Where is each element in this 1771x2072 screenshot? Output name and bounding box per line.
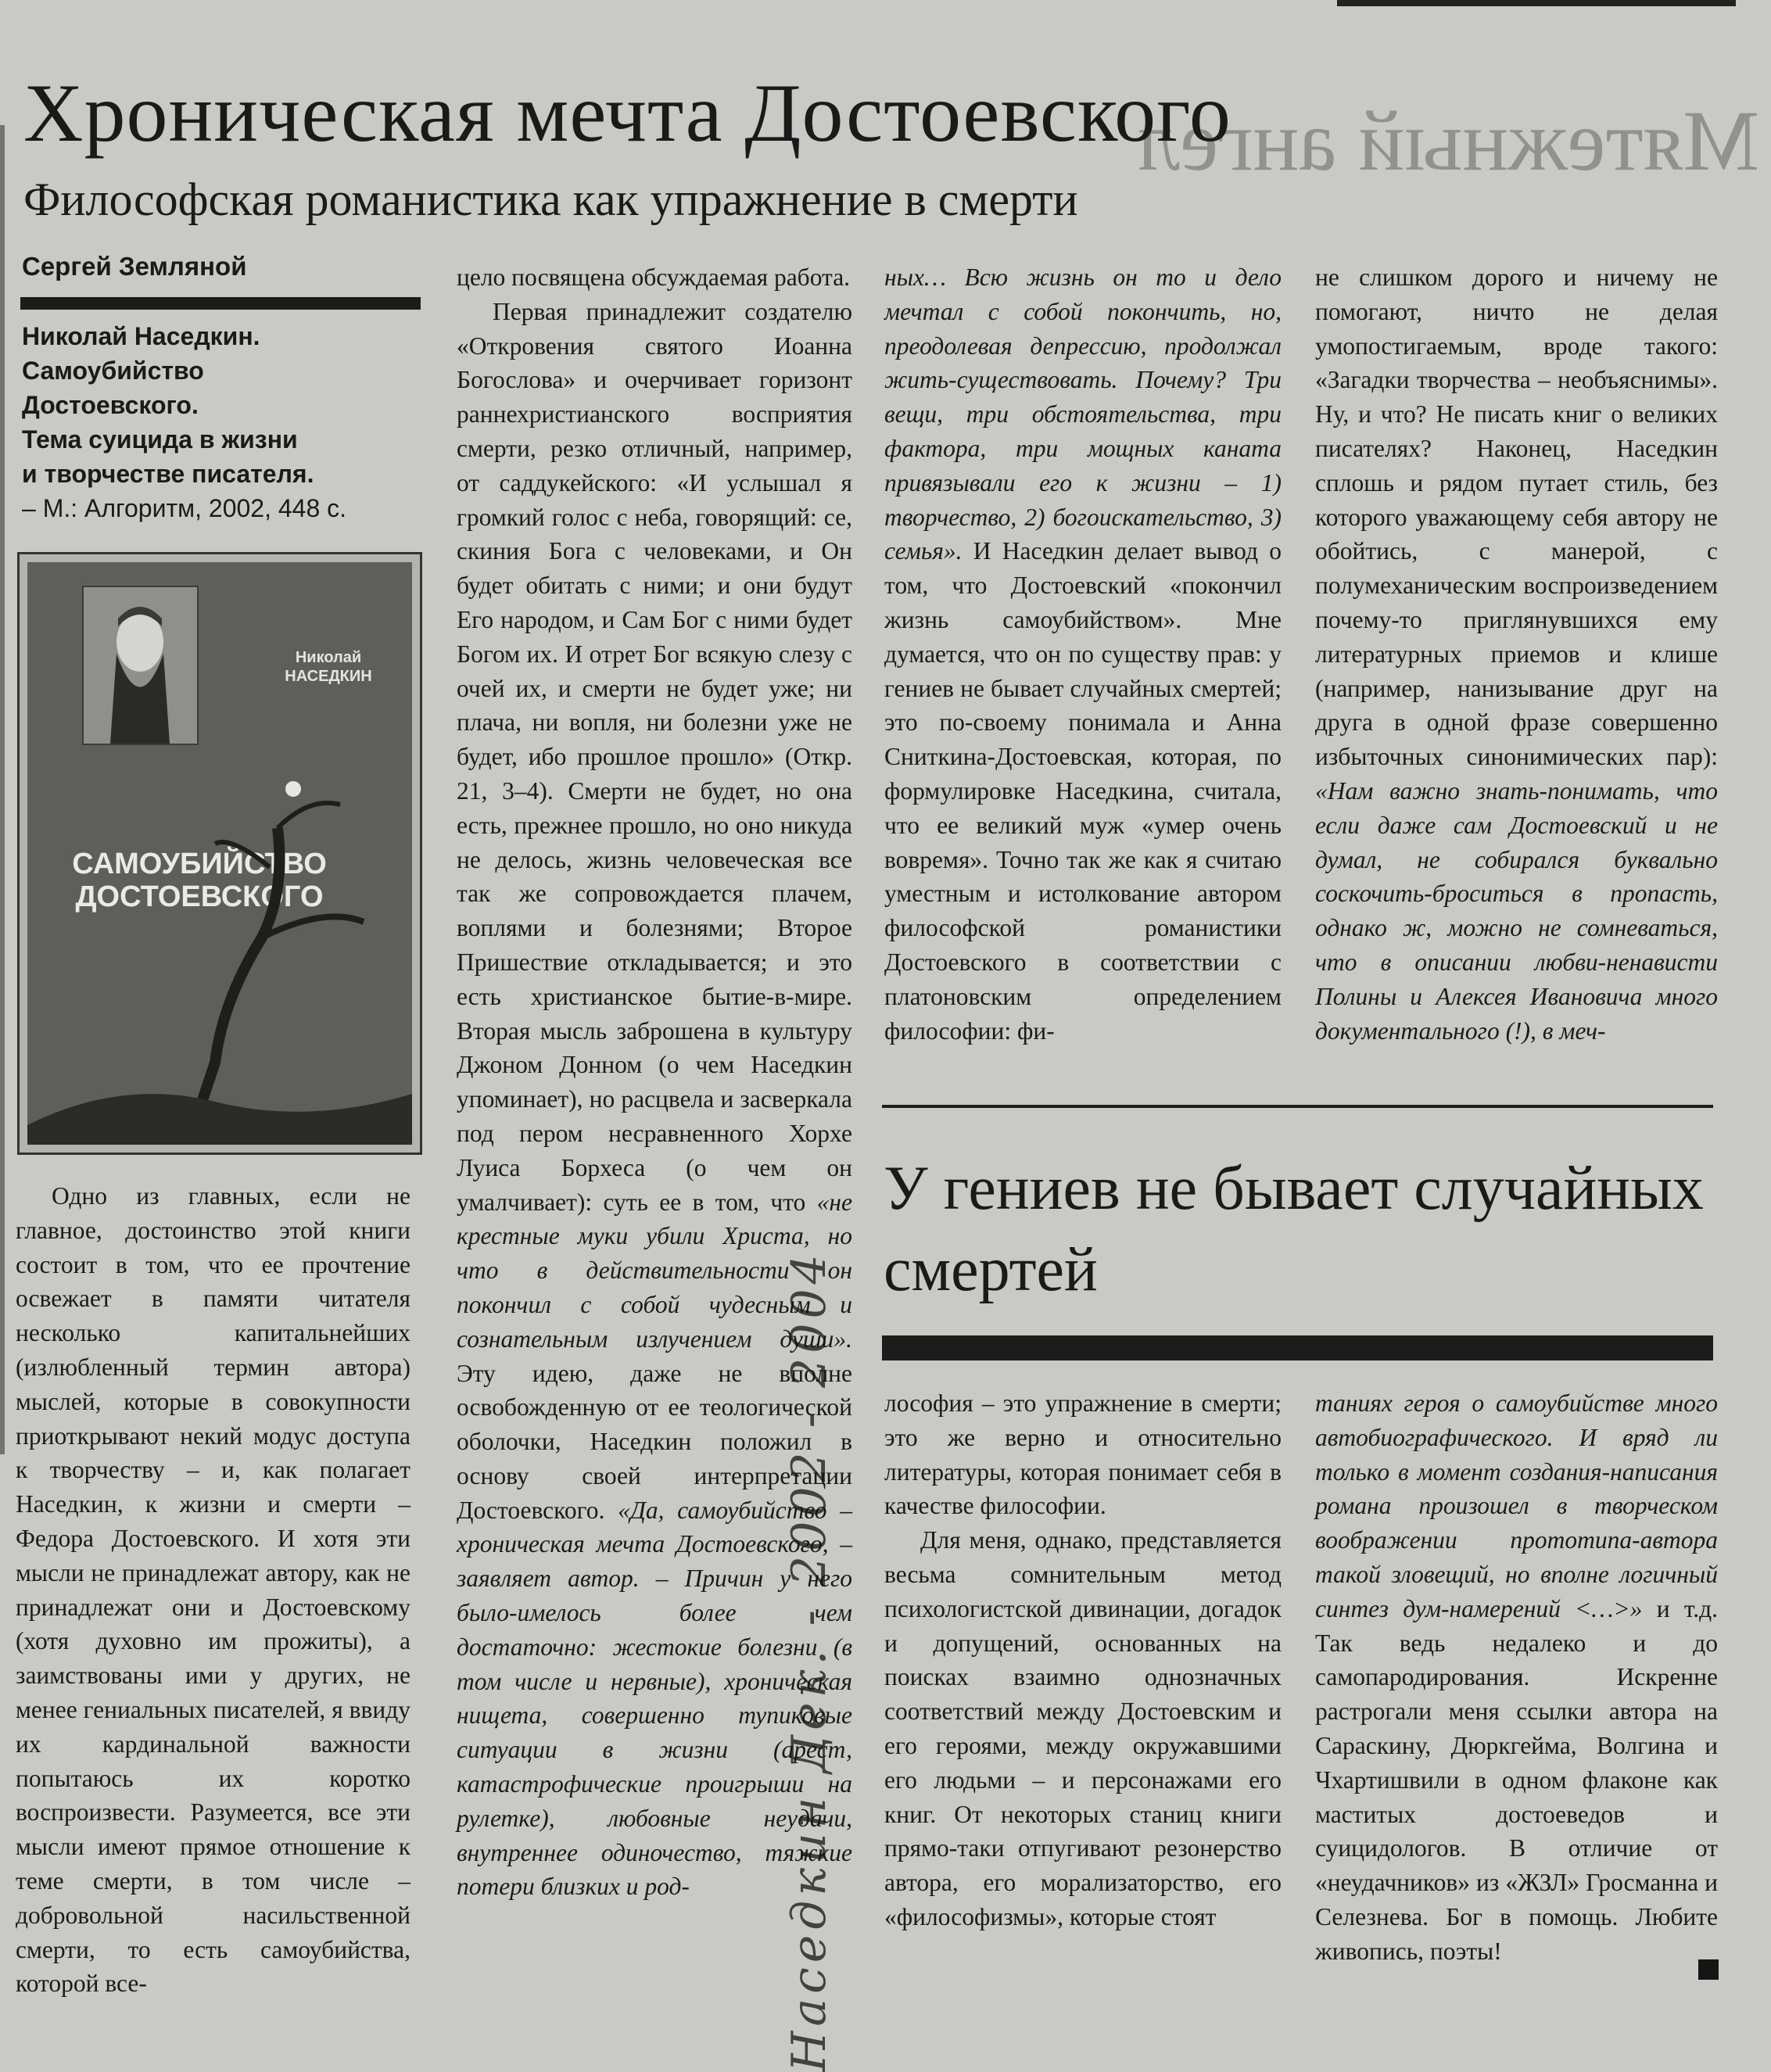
paragraph: лософия – это упражнение в смерти; это же верно и относительно литературы, которая понимает себя в качестве философии.	[884, 1389, 1282, 1520]
tree-illustration	[27, 562, 412, 1145]
section-rule-thin	[882, 1105, 1713, 1108]
book-title-line2: Достоевского.	[22, 391, 199, 419]
article-author: Сергей Земляной	[22, 252, 247, 281]
column-4-top	[1315, 260, 1718, 1089]
left-edge-rule	[0, 125, 5, 1454]
quote-italic: таниях героя о самоубийстве много автобиографического. И вряд ли только в момент создания-написания романа произошел в творческом воображении прототипа-автора такой зловещий, но вполне логичный синтез дум-намерений <…>»	[1315, 1389, 1718, 1622]
column-1	[16, 1179, 410, 2008]
text-run: И Наседкин делает вывод о том, что Достоевский «покончил жизнь самоубийством». Мне думается, что он по существу прав: у гениев не бывает случайных смертей; это по-своему понимала и Анна Сниткина-Достоевская, которая, по формулировке Наседкина, считала, что ее великий муж «умер очень вовремя». Точно так же как я считаю уместным и истолкование автором философской романистики Достоевского в соответствии с платоновским определением философии: фи-	[884, 537, 1282, 1045]
end-mark	[1698, 1959, 1719, 1980]
cover-title: САМОУБИЙСТВО ДОСТОЕВСКОГО	[72, 848, 327, 913]
cover-author-name: Николай НАСЕДКИН	[285, 649, 372, 685]
book-info	[22, 319, 428, 525]
text-run: Эту идею, даже не вполне освобожденную от ее теологической оболочки, Наседкин положил в основу своей интерпретации Достоевского.	[457, 1359, 852, 1524]
column-3-top	[884, 260, 1282, 1089]
paragraph	[884, 260, 1282, 1048]
column-3-bottom	[884, 1386, 1282, 2008]
article-headline: Хроническая мечта Достоевского	[23, 67, 1231, 159]
text-run: и т.д. Так ведь недалеко и до самопародирования. Искренне растрогали меня ссылки автора на Сараскину, Дюркгейма, Волгина и Чхартишвили в одном флаконе как маститых достоеведов и суицидологов. В отличие от «неудачников» из «ЖЗЛ» Гросманна и Селезнева. Бог в помощь. Любите живопись, поэты!	[1315, 1594, 1718, 1965]
paragraph: цело посвящена обсуждаемая работа.	[457, 263, 851, 291]
paragraph	[1315, 260, 1718, 1048]
section-rule-thick	[882, 1335, 1713, 1360]
article-subheadline: Философская романистика как упражнение в смерти	[23, 174, 1078, 225]
show-through-text: Мятежный ангел	[1137, 93, 1759, 188]
book-subtitle-line2: и творчестве писателя.	[22, 460, 314, 488]
paragraph: Для меня, однако, представляется весьма сомнительным метод психологистской дивинации, догадок и допущений, основанных на поисках взаимно однозначных соответствий между Достоевским и его героями, между окружавшими его людьми – и персонажами его книг. От некоторых станиц книги прямо-таки отпугивают резонерство автора, его морализаторство, его «философизмы», которые стоят	[884, 1526, 1282, 1930]
paragraph	[1315, 1386, 1718, 1969]
quote-italic: «не крестные муки убили Христа, но что в действительности он покончил с собой чудесным и сознательным излучением души».	[457, 1188, 852, 1353]
section-heading: У гениев не бывает случайных смертей	[884, 1154, 1704, 1304]
handwritten-note: Наседкин Дек. - 2002 - 2004	[782, 1249, 837, 2072]
book-subtitle-line1: Тема суицида в жизни	[22, 425, 298, 453]
book-cover-art	[27, 562, 412, 1145]
text-run: не слишком дорого и ничему не помогают, ничто не делая умопостигаемым, вроде такого: «Загадки творчества – необъяснимы». Ну, и что? Не писать книг о великих писателях? Наконец, Наседкин сплошь и рядом путает стиль, без которого уважающему себя автору не обойтись, с манерой, с полумеханическим воспроизведением почему-то приглянувшихся ему литературных приемов и клише (например, нанизывание друг на друга в одной фразе совершенно избыточных синонимических пар):	[1315, 263, 1718, 771]
column-4-bottom	[1315, 1386, 1718, 2008]
book-author: Николай Наседкин.	[22, 322, 260, 350]
quote-italic: «Да, самоубийство – хроническая мечта Достоевского, – заявляет автор. – Причин у него было-имелось более чем достаточно: жестокие болезни (в том числе и нервные), хроническая нищета, совершенно тупиковые ситуации в жизни (арест, катастрофические проигрыши на рулетке), любовные неудачи, внутреннее одиночество, тяжкие потери близких и род-	[457, 1496, 853, 1901]
book-cover-image	[17, 552, 422, 1155]
text-run: Первая принадлежит создателю «Откровения святого Иоанна Богослова» и очерчивает горизонт раннехристианского восприятия смерти, резко отличный, например, от саддукейского: «И услышал я громкий голос с неба, говорящий: се, скиния Бога с человеками, и Он будет обитать с ними; и они будут Его народом, и Сам Бог с ними будет Богом их. И отрет Бог всякую слезу с очей их, и смерти не будет уже; ни плача, ни вопля, ни болезни уже не будет, ибо прошлое прошло» (Откр. 21, 3–4). Смерти не будет, но она есть, прежнее прошло, но оно никуда не делось, жизнь человеческая все так же сопровождается плачем, воплями и болезнями; Второе Пришествие откладывается; и это есть христианское бытие-в-мире. Вторая мысль заброшена в культуру Джоном Донном (о чем Наседкин упоминает), но расцвела и засверкала под пером несравненного Хорхе Луиса Борхеса (о чем он умалчивает): суть ее в том, что	[457, 297, 852, 1216]
top-border-rule	[1337, 0, 1736, 6]
book-publisher: – М.: Алгоритм, 2002, 448 с.	[22, 494, 347, 522]
quote-italic: ных… Всю жизнь он то и дело мечтал с собой покончить, но, преодолевая депрессию, продолжал жить-существовать. Почему? Три вещи, три обстоятельства, три фактора, три мощных каната привязывали его к жизни – 1) творчество, 2) богоискательство, 3) семья».	[884, 263, 1282, 565]
quote-italic: «Нам важно знать-понимать, что если даже сам Достоевский и не думал, не собирался буквально соскочить-броситься в пропасть, однако ж, можно не сомневаться, что в описании любви-ненависти Полины и Алексея Ивановича много документального (!), в меч-	[1315, 776, 1718, 1045]
paragraph: Одно из главных, если не главное, достоинство этой книги состоит в том, что ее прочтение освежает в памяти читателя несколько капитальнейших (излюбленный термин автора) мыслей, которые в совокупности приоткрывают некий модус доступа к творчеству – и, как полагает Наседкин, к жизни и смерти – Федора Достоевского. И хотя эти мысли не принадлежат автору, как не принадлежат они и Достоевскому (хотя духовно им прожиты), а заимствованы ими у других, не менее гениальных писателей, я ввиду их кардинальной важности попытаюсь их коротко воспроизвести. Разумеется, все эти мысли имеют прямое отношение к теме смерти, в том числе – добровольной насильственной смерти, то есть самоубийства, которой все-	[16, 1182, 410, 1998]
book-title-line1: Самоубийство	[22, 357, 204, 385]
author-rule	[20, 297, 421, 310]
